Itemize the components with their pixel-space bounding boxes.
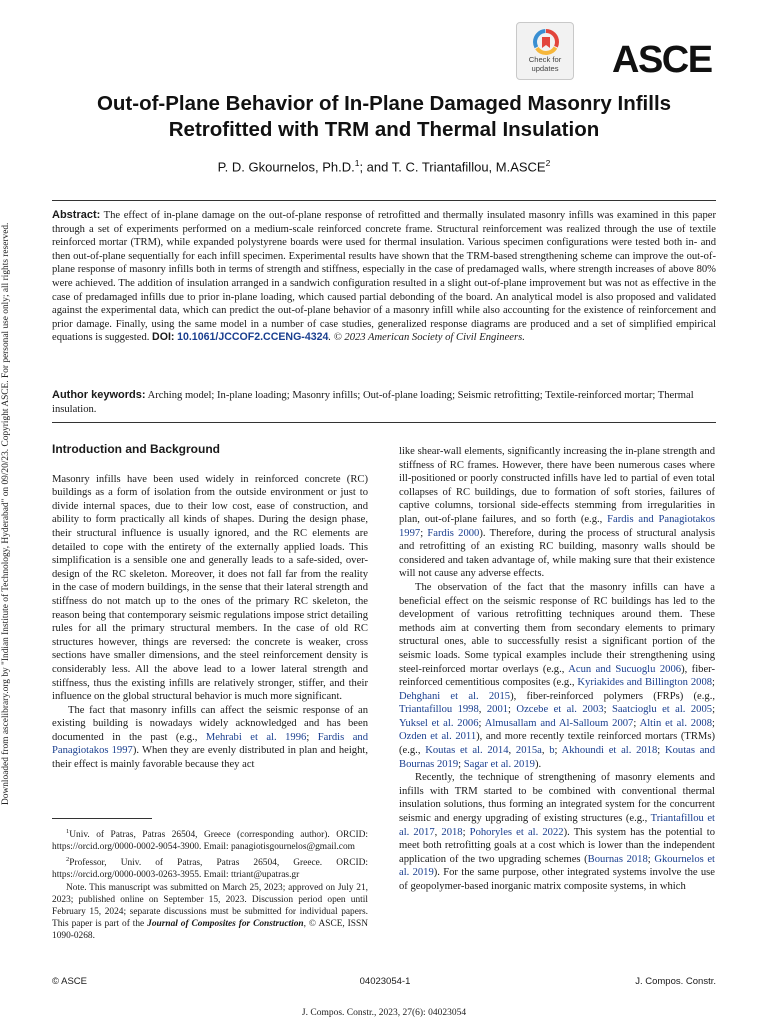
section-heading: Introduction and Background (52, 442, 220, 456)
citation-link[interactable]: Fardis 2000 (427, 527, 480, 539)
footnote: $^1$Univ. of Patras, Patras 26504, Greece (corresponding author). ORCID: https://orcid.org/0000-0002-9054-3900. Email: panagiotisgournelos@gmail.com (52, 828, 368, 853)
paper-title: Out-of-Plane Behavior of In-Plane Damaged Masonry Infills Retrofitted with TRM and Thermal Insulation (96, 92, 672, 141)
paragraph: Masonry infills have been used widely in reinforced concrete (RC) buildings as a form of isolation from the outside environment or just to divide internal spaces, due to their low cost, ease of construction, and ability to form practically all kinds of shapes. During the design phase, their structural influence is usually ignored, and the RC elements are detailed to cope with the entirety of the externally applied loads. This simplification is a sensible one and generally leads to a safe-sided, over-design of the RC skeleton. Moreover, it does not fall far from the reality in the case of modern buildings, in the sense that their lateral strength and stiffness do not match up to the ones of the primary RC skeleton, the reason being that contemporary seismic regulations impose strict detailing rules for all the primary structural members. In the case of old RC structures however, things are reversed: the concrete is weaker, cross sections have smaller dimensions, and the steel reinforcement density is considerably less. All the above lead to a lower lateral strength and stiffness, thus the existing infills are relatively stronger, stiffer, and their influence on the global structural behavior is much more significant. (52, 473, 368, 703)
citation-link[interactable]: Fardis and Panagiotakos 1997 (52, 731, 368, 757)
citation-link[interactable]: Gkournelos et al. 2019 (399, 853, 715, 879)
right-column (399, 445, 715, 894)
abstract: Abstract: The effect of in-plane damage on the out-of-plane response of retrofitted and thermally insulated masonry infills was examined in this paper through a set of experiments performed on a medium-scale reinforced concrete frame. Structural reinforcement was realized through the use of textile reinforced mortar (TRM), while expanded polystyrene boards were used for thermal insulation. Various specimen configurations were tested both in- and then out-of-plane sequentially for each infill specimen. Experimental results have shown that the TRM-based strengthening scheme can improve the out-of-plane response of masonry infills both in terms of strength and stiffness, especially in the case of predamaged walls, where strength increases of above 80% were achieved. The addition of insulation arranged in a sandwich configuration resulted in a slight out-of-plane improvement but was not as effective in the case of predamaged infills due to prior in-plane loading, which caused partial debonding of the board. An analytical model is also proposed and validated against the experimental data, which can predict the out-of-plane behavior of a masonry infill while also accounting for the existence of reinforcement and prior damage. Finally, using the same model in a number of case studies, generalized response diagrams are produced and a set of simplified empirical equations is suggested. DOI: 10.1061/JCCOF2.CCENG-4324. © 2023 American Society of Civil Engineers. (52, 209, 716, 344)
citation-link[interactable]: 2015a (515, 745, 542, 757)
footer-copyright: © ASCE (52, 976, 87, 987)
footnote: $^2$Professor, Univ. of Patras, Patras 26504, Greece. ORCID: https://orcid.org/0000-0003-0263-3955. Email: ttriant@upatras.gr (52, 856, 368, 881)
download-notice: Downloaded from ascelibrary.org by "Indian Institute of Technology, Hyderabad" on 09/20/23. Copyright ASCE. For personal use only; all rights reserved. (1, 222, 11, 805)
paragraph: like shear-wall elements, significantly increasing the in-plane strength and stiffness of RC frames. However, there have been numerous cases where ill-positioned or poorly constructed infills have led to partial of even total collapses of RC buildings, due to formation of soft stories, failures of captive columns, torsional side-effects stemming from irregularities in plan, out-of-plane failures, and so forth (e.g., Fardis and Panagiotakos 1997; Fardis 2000). Therefore, during the process of structural analysis and retrofitting of an existing RC building, masonry walls should be considered and taken advantage of, while making sure that their existence will not cause any adverse effects. (399, 446, 715, 580)
citation-link[interactable]: Altin et al. 2008 (639, 717, 712, 729)
citation-link[interactable]: b (549, 745, 555, 757)
footer-article-number: 04023054-1 (359, 976, 411, 987)
citation-link[interactable]: Almusallam and Al-Salloum 2007 (484, 717, 634, 729)
citation-link[interactable]: Triantafillou et al. 2017 (399, 813, 715, 838)
citation-link[interactable]: 2001 (486, 704, 509, 716)
citation-link[interactable]: Koutas and Bournas 2019 (399, 745, 716, 770)
citation-link[interactable]: 2018 (441, 826, 463, 838)
authors: P. D. Gkournelos, Ph.D.$^1$; and T. C. Triantafillou, M.ASCE$^2$ (217, 158, 551, 175)
rule-top (52, 200, 716, 201)
doi-link[interactable]: 10.1061/JCCOF2.CCENG-4324 (177, 331, 329, 344)
footnotes (52, 826, 368, 943)
asce-logo: ASCE (612, 39, 712, 81)
author-keywords: Author keywords: Arching model; In-plane loading; Masonry infills; Out-of-plane loading; Seismic retrofitting; Textile-reinforced mortar; Thermal insulation. (52, 389, 694, 415)
citation-link[interactable]: Kyriakides and Billington 2008 (577, 677, 713, 689)
paragraph: The fact that masonry infills can affect the seismic response of an existing building is nowadays widely acknowledged and has been documented in the past (e.g., Mehrabi et al. 1996; Fardis and Panagiotakos 1997). When they are evenly distributed in plan and height, their effect is mainly favorable because they act (52, 704, 368, 771)
citation-link[interactable]: Fardis and Panagiotakos 1997 (399, 513, 715, 539)
citation-link[interactable]: Acun and Sucuoglu 2006 (568, 663, 682, 675)
citation-link[interactable]: Bournas 2018 (587, 853, 648, 865)
citation-link[interactable]: Triantafillou 1998 (399, 704, 479, 716)
citation-link[interactable]: Pohoryles et al. 2022 (469, 826, 564, 838)
footnote-note: Note. This manuscript was submitted on March 25, 2023; approved on July 21, 2023; published online on September 15, 2023. Discussion period open until February 15, 2024; separate discussions must be submitted for individual papers. This paper is part of the Journal of Composites for Construction, © ASCE, ISSN 1090-0268. (52, 883, 369, 942)
citation-link[interactable]: Koutas et al. 2014 (425, 745, 509, 757)
citation-link[interactable]: Saatcioglu et al. 2005 (611, 704, 713, 716)
citation-link[interactable]: Mehrabi et al. 1996 (205, 731, 307, 743)
check-updates-icon (533, 29, 559, 55)
citation-link[interactable]: Dehghani et al. 2015 (399, 690, 511, 702)
paragraph: Recently, the technique of strengthening of masonry elements and infills with TRM started to be combined with conventional thermal insulation solutions, thus forming an integrated system for the concurrent seismic and energy upgrading of existing structures (e.g., Triantafillou et al. 2017, 2018; Pohoryles et al. 2022). This system has the potential to meet both retrofitting goals at a cost which is lower than the independent application of the two upgrading schemes (Bournas 2018; Gkournelos et al. 2019). For the same purpose, other integrated systems involve the use of geopolymer-based inorganic matrix composite systems, in which (399, 772, 715, 892)
rule-middle (52, 422, 716, 423)
footer-journal: J. Compos. Constr. (635, 976, 716, 987)
paragraph: The observation of the fact that the masonry infills can have a beneficial effect on the seismic response of RC buildings has led to the development of various retrofitting techniques around them. These methods aim at converting them from secondary elements to primary structural ones, able to successfully resist a significant portion of the seismic loads. Some typical examples include their strengthening using steel-reinforced mortar overlays (e.g., Acun and Sucuoglu 2006), fiber-reinforced cementitious composites (e.g., Kyriakides and Billington 2008; Dehghani et al. 2015), fiber-reinforced polymers (FRPs) (e.g., Triantafillou 1998, 2001; Ozcebe et al. 2003; Saatcioglu et al. 2005; Yuksel et al. 2006; Almusallam and Al-Salloum 2007; Altin et al. 2008; Ozden et al. 2011), and more recently textile reinforced mortars (TRMs) (e.g., Koutas et al. 2014, 2015a, b; Akhoundi et al. 2018; Koutas and Bournas 2019; Sagar et al. 2019). (399, 581, 716, 770)
citation-link[interactable]: Sagar et al. 2019 (463, 758, 535, 770)
citation-link[interactable]: Ozcebe et al. 2003 (516, 704, 604, 716)
left-column (52, 443, 368, 772)
citation-link[interactable]: Yuksel et al. 2006 (399, 717, 479, 729)
check-for-updates-badge[interactable]: Check for updates (516, 22, 574, 80)
page-citation: J. Compos. Constr., 2023, 27(6): 04023054 (301, 1008, 467, 1018)
citation-link[interactable]: Akhoundi et al. 2018 (561, 745, 658, 757)
citation-link[interactable]: Ozden et al. 2011 (399, 731, 477, 743)
footnote-rule (52, 818, 152, 819)
